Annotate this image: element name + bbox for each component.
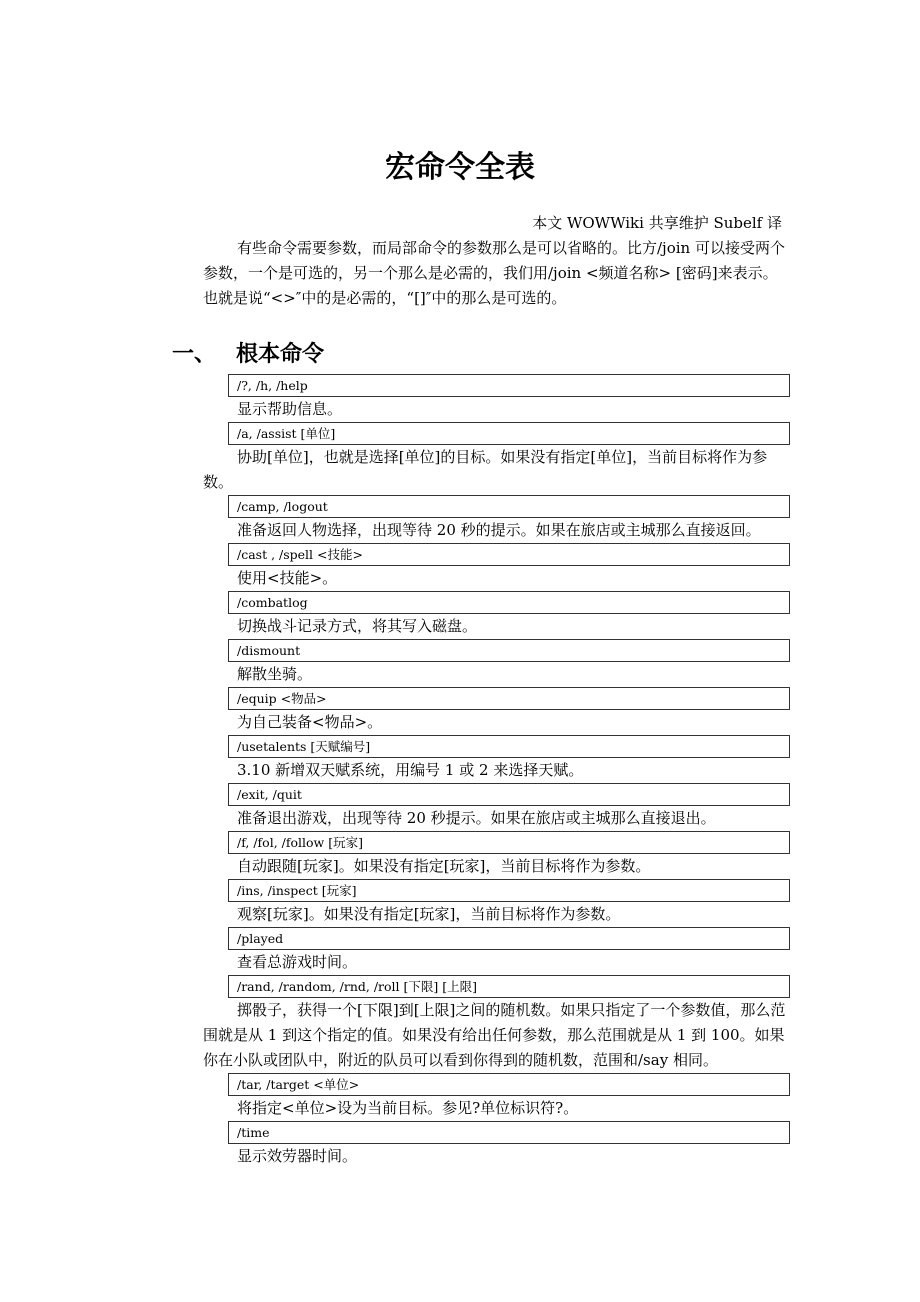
command-description: 准备返回人物选择，出现等待 20 秒的提示。如果在旅店或主城那么直接返回。 [237,521,761,539]
command-description: 显示帮助信息。 [237,400,343,418]
command-description: 观察[玩家]。如果没有指定[玩家]，当前目标将作为参数。 [237,905,621,923]
command-box: /exit, /quit [228,783,790,806]
command-list [203,374,790,1169]
byline: 本文 WOWWiki 共享维护 Subelf 译 [532,214,782,232]
command-box: /camp, /logout [228,495,790,518]
command-box: /?, /h, /help [228,374,790,397]
command-box: /a, /assist [单位] [228,422,790,445]
command-box: /dismount [228,639,790,662]
command-description: 显示效劳器时间。 [237,1147,358,1165]
command-description: 准备退出游戏，出现等待 20 秒提示。如果在旅店或主城那么直接退出。 [237,809,716,827]
command-description: 3.10 新增双天赋系统，用编号 1 或 2 来选择天赋。 [237,761,584,779]
command-description: 为自己装备<物品>。 [237,713,383,731]
command-description: 掷骰子，获得一个[下限]到[上限]之间的随机数。如果只指定了一个参数值，那么范围就是从 1 到这个指定的值。如果没有给出任何参数，那么范围就是从 1 到 100。如果你在小队或团队中，附近的队员可以看到你得到的随机数，范围和/say 相同。 [203,1001,786,1069]
command-description: 使用<技能>。 [237,569,338,587]
section-title: 根本命令 [236,342,325,367]
command-description: 将指定<单位>设为当前目标。参见?单位标识符?。 [237,1099,579,1117]
command-box: /tar, /target <单位> [228,1073,790,1096]
intro-paragraph: 有些命令需要参数，而局部命令的参数那么是可以省略的。比方/join 可以接受两个参数，一个是可选的，另一个那么是必需的，我们用/join <频道名称> [密码]来表示。也就是说“<>″中的是必需的，“[]″中的那么是可选的。 [203,239,785,307]
section-number: 一、 [172,342,217,367]
command-box: /time [228,1121,790,1144]
command-box: /f, /fol, /follow [玩家] [228,831,790,854]
command-box: /cast , /spell <技能> [228,543,790,566]
command-box: /rand, /random, /rnd, /roll [下限] [上限] [228,975,790,998]
command-description: 解散坐骑。 [237,665,313,683]
command-box: /ins, /inspect [玩家] [228,879,790,902]
command-box: /equip <物品> [228,687,790,710]
document-title: 宏命令全表 [385,150,535,185]
command-box: /combatlog [228,591,790,614]
command-description: 自动跟随[玩家]。如果没有指定[玩家]，当前目标将作为参数。 [237,857,651,875]
command-box: /usetalents [天赋编号] [228,735,790,758]
command-box: /played [228,927,790,950]
command-description: 查看总游戏时间。 [237,953,358,971]
command-description: 切换战斗记录方式，将其写入磁盘。 [237,617,478,635]
command-description: 协助[单位]，也就是选择[单位]的目标。如果没有指定[单位]，当前目标将作为参数。 [203,448,768,491]
section-heading [172,337,324,368]
